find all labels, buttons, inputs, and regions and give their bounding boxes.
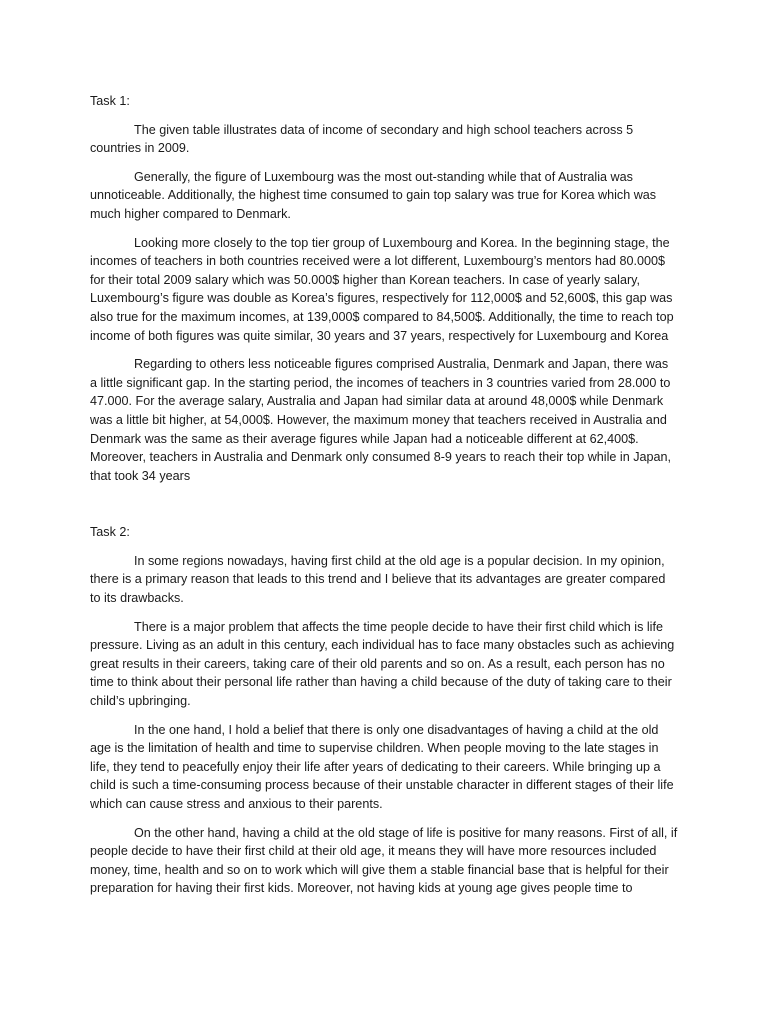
task2-paragraph: In some regions nowadays, having first child at the old age is a popular decision. In my opinion, there is a primary reason that leads to this trend and I believe that its advantages are greater compared to its drawbacks. bbox=[90, 553, 666, 606]
task1-section bbox=[90, 92, 678, 485]
task2-paragraph: On the other hand, having a child at the old stage of life is positive for many reasons. First of all, if people decide to have their first child at their old age, it means they will have more resources included money, time, health and so on to work which will give them a stable financial base that is helpful for their preparation for having their first kids. Moreover, not having kids at young age gives people time to bbox=[90, 825, 678, 896]
task2-heading: Task 2: bbox=[90, 525, 130, 540]
task1-paragraph: Looking more closely to the top tier group of Luxembourg and Korea. In the beginning stage, the incomes of teachers in both countries received were a lot different, Luxembourg’s mentors had 80.000$ for their total 2009 salary which was 50.000$ higher than Korean teachers. In case of yearly salary, Luxembourg’s figure was double as Korea’s figures, respectively for 112,000$ and 52,600$, this gap was also true for the maximum incomes, at 139,000$ compared to 84,500$. Additionally, the time to reach top income of both figures was quite similar, 30 years and 37 years, respectively for Luxembourg and Korea bbox=[90, 235, 674, 343]
task1-paragraph: Regarding to others less noticeable figures comprised Australia, Denmark and Japan, there was a little significant gap. In the starting period, the incomes of teachers in 3 countries varied from 28.000 to 47.000. For the average salary, Australia and Japan had similar data at around 48,000$ while Denmark was a little bit higher, at 54,000$. However, the maximum money that teachers received in Australia and Denmark was the same as their average figures while Japan had a noticeable different at 62,400$. Moreover, teachers in Australia and Denmark only consumed 8-9 years to reach their top while in Japan, that took 34 years bbox=[90, 357, 672, 483]
task1-paragraph: Generally, the figure of Luxembourg was the most out-standing while that of Australia was unnoticeable. Additionally, the highest time consumed to gain top salary was true for Korea which was much higher compared to Denmark. bbox=[90, 169, 657, 221]
task1-paragraph: The given table illustrates data of income of secondary and high school teachers across 5 countries in 2009. bbox=[90, 122, 634, 156]
task2-paragraph: There is a major problem that affects the time people decide to have their first child which is life pressure. Living as an adult in this century, each individual has to face many obstacles such as achieving great results in their careers, taking care of their old parents and so on. As a result, each person has no time to think about their personal life rather than having a child because of the duty of taking care to their child’s upbringing. bbox=[90, 619, 675, 709]
task1-heading: Task 1: bbox=[90, 94, 130, 108]
task2-paragraph: In the one hand, I hold a belief that there is only one disadvantages of having a child at the old age is the limitation of health and time to supervise children. When people moving to the late stages in life, they tend to peacefully enjoy their life after years of dedicating to their careers. While bringing up a child is such a time-consuming process because of their unstable character in different stages of their life which can cause stress and anxious to their parents. bbox=[90, 722, 674, 811]
task2-section bbox=[90, 523, 678, 898]
